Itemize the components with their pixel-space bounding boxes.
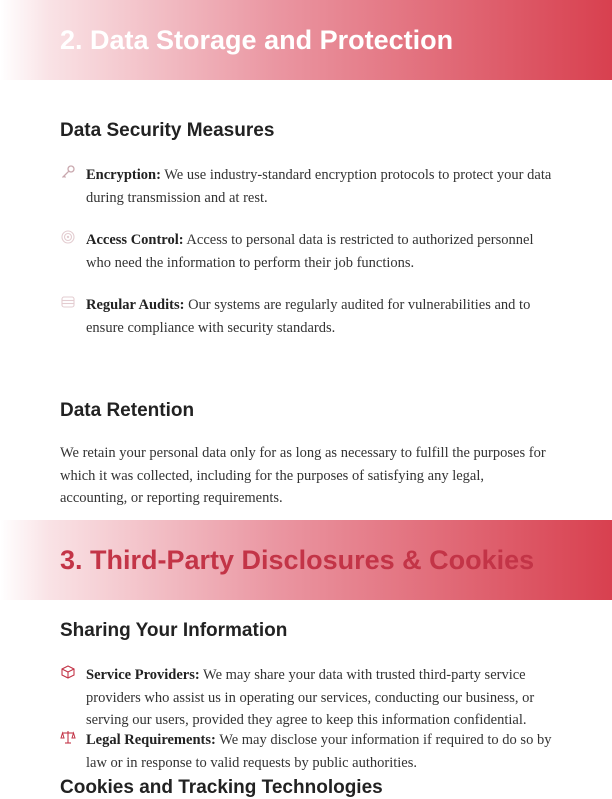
list-item-regular-audits	[60, 294, 552, 339]
item-text: Access to personal data is restricted to authorized personnel who need the information to perform their job functions.	[86, 232, 534, 271]
subsection-title-sharing: Sharing Your Information	[60, 620, 288, 641]
item-label: Regular Audits:	[86, 297, 185, 313]
item-text: Our systems are regularly audited for vulnerabilities and to ensure compliance with security standards.	[86, 297, 531, 336]
subsection-title-data-retention: Data Retention	[60, 400, 195, 421]
item-label: Access Control:	[86, 232, 184, 248]
database-icon	[60, 294, 76, 310]
section-banner-data-storage	[0, 0, 612, 80]
section-heading: 3. Third-Party Disclosures & Cookies	[60, 545, 535, 575]
item-text: We may disclose your information if required to do so by law or in response to valid requests by public authorities.	[86, 732, 552, 771]
subsection-title-data-security: Data Security Measures	[60, 120, 275, 141]
list-item-encryption	[60, 164, 552, 209]
list-item-service-providers	[60, 664, 552, 732]
scale-icon	[60, 729, 76, 745]
list-item-legal-requirements	[60, 729, 552, 774]
item-label: Encryption:	[86, 167, 161, 183]
item-label: Legal Requirements:	[86, 732, 216, 748]
item-text: We use industry-standard encryption protocols to protect your data during transmission and at rest.	[86, 167, 552, 206]
subsection-title-cookies: Cookies and Tracking Technologies	[60, 777, 383, 798]
box-icon	[60, 664, 76, 680]
item-label: Service Providers:	[86, 667, 200, 683]
section-banner-third-party	[0, 520, 612, 600]
item-text: We may share your data with trusted third-party service providers who assist us in operating our services, conducting our business, or serving our users, provided they agree to keep this information confidential.	[86, 667, 535, 728]
section-heading: 2. Data Storage and Protection	[60, 25, 454, 55]
list-item-access-control	[60, 229, 552, 274]
key-icon	[60, 164, 76, 180]
fingerprint-icon	[60, 229, 76, 245]
retention-paragraph: We retain your personal data only for as long as necessary to fulfill the purposes for which it was collected, including for the purposes of satisfying any legal, accounting, or reporting requirements.	[60, 445, 546, 506]
